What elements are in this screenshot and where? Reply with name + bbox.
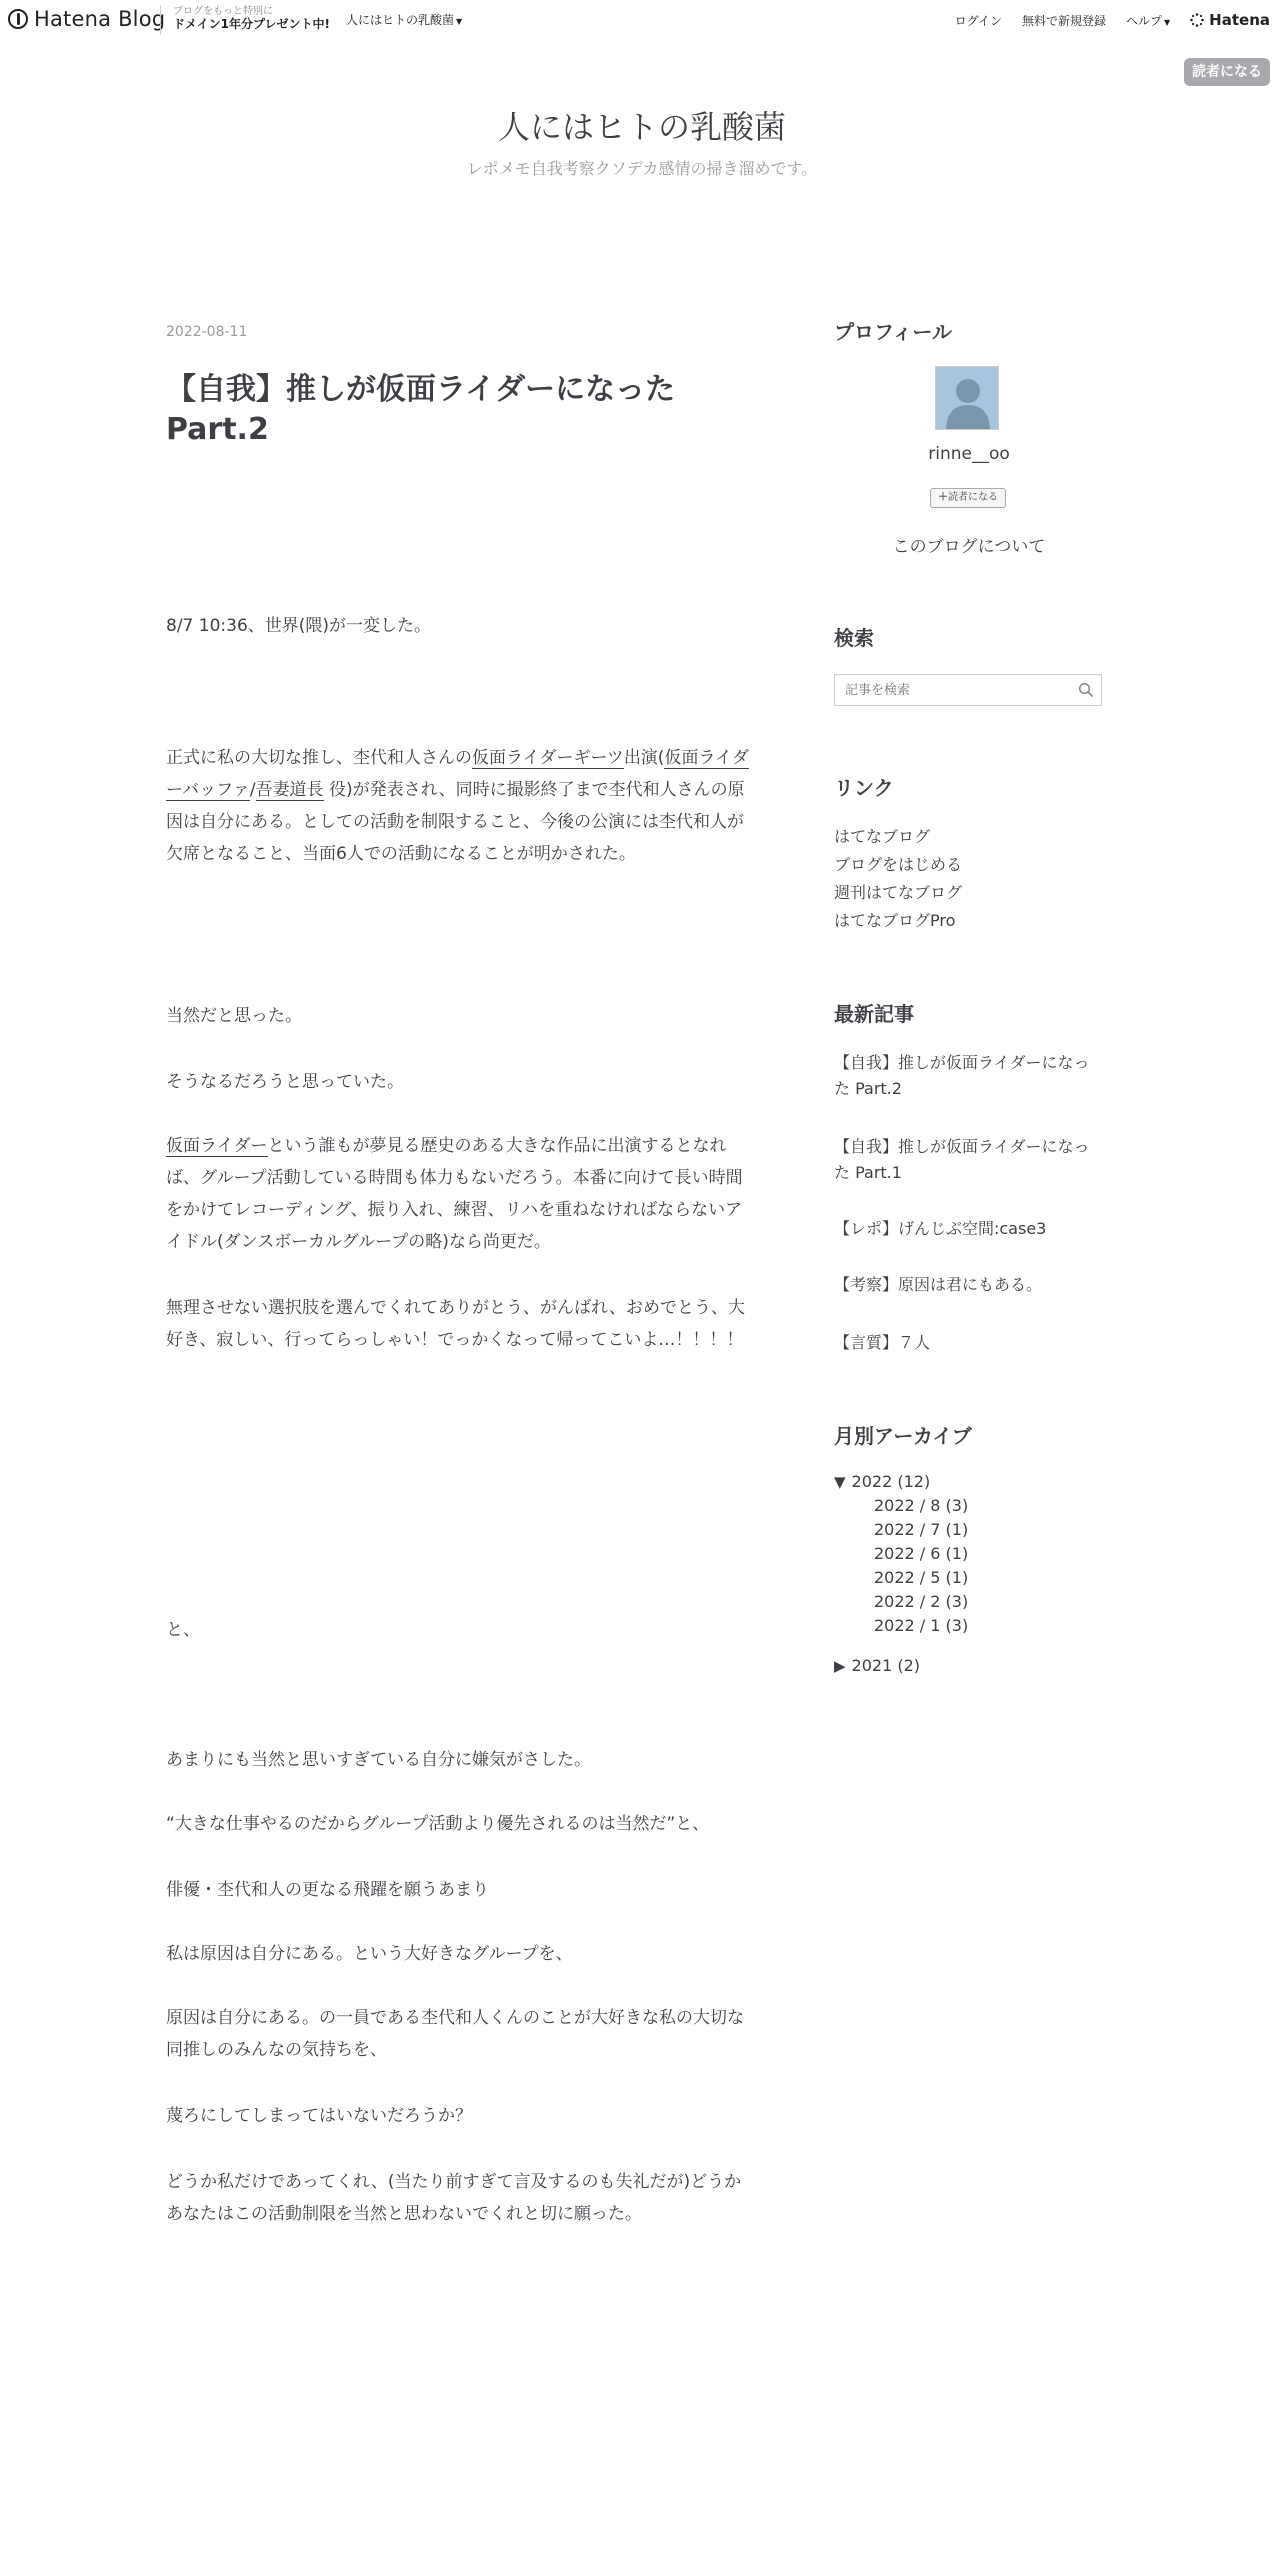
profile-heading: プロフィール	[834, 320, 952, 344]
caret-down-icon: ▼	[1164, 17, 1171, 27]
sidebar-link[interactable]: はてなブログ	[834, 827, 931, 846]
text-span: 役)が発表され、同時に撮影終了まで杢代和人さんの原因は自分にある。としての活動を制限すること、今後の公演には杢代和人が欠席となること、当面6人での活動になることが明かされた。	[166, 780, 745, 864]
profile-avatar[interactable]	[935, 366, 999, 430]
search-form	[834, 674, 1102, 706]
blog-name-menu[interactable]	[346, 11, 462, 28]
archive-month-link[interactable]: 2022 / 7 (1)	[874, 1520, 969, 1539]
hatena-brand-label: Hatena	[1209, 11, 1270, 29]
recent-entries-heading: 最新記事	[834, 1002, 914, 1026]
entry-paragraph: どうか私だけであってくれ、(当たり前すぎて言及するのも失礼だが)どうかあなたはこの活動制限を当然と思わないでくれと切に願った。	[166, 2172, 742, 2224]
caret-down-icon: ▼	[456, 17, 463, 26]
global-header-right	[955, 11, 1270, 29]
archive-year-label: 2022 (12)	[851, 1472, 931, 1491]
text-span: 出演(	[623, 748, 665, 768]
signup-link[interactable]: 無料で新規登録	[1021, 13, 1106, 28]
hatena-dots-icon	[1190, 13, 1204, 27]
entry-paragraph: あまりにも当然と思いすぎている自分に嫌気がさした。	[166, 1750, 591, 1770]
keyword-link[interactable]: 仮面ライダー	[166, 1136, 268, 1156]
help-menu[interactable]	[1126, 12, 1170, 29]
login-link[interactable]: ログイン	[954, 13, 1002, 28]
text-span: という誰もが夢見る歴史のある大きな作品に出演するとなれば、グループ活動している時間も体力もないだろう。本番に向けて長い時間をかけてレコーディング、振り入れ、練習、リハを重ねなければならないアイドル(ダンスボーカルグループの略)なら尚更だ。	[166, 1136, 743, 1252]
blog-name-menu-label: 人にはヒトの乳酸菌	[346, 13, 455, 27]
promo-small-text: ブログをもっと特別に	[173, 6, 273, 17]
entry-paragraph	[166, 742, 756, 870]
search-input[interactable]	[843, 682, 1067, 699]
keyword-link[interactable]: 仮面ライダーバッファ	[166, 748, 749, 800]
entry-paragraph: 蔑ろにしてしまってはいないだろうか？	[166, 2106, 472, 2126]
triangle-down-icon: ▼	[834, 1472, 846, 1491]
help-menu-label: ヘルプ	[1126, 13, 1163, 28]
entry-paragraph: 原因は自分にある。の一員である杢代和人くんのことが大好きな私の大切な同推しのみんなの気持ちを、	[166, 2008, 744, 2060]
plus-icon: ＋	[938, 492, 948, 503]
entry-paragraph: そうなるだろうと思っていた。	[166, 1072, 404, 1092]
entry-paragraph: と、	[166, 1620, 200, 1640]
archive-year-label: 2021 (2)	[851, 1656, 921, 1675]
blog-title[interactable]: 人にはヒトの乳酸菌	[497, 108, 786, 146]
text-span: /	[249, 780, 256, 800]
sidebar-link[interactable]: 週刊はてなブログ	[834, 883, 963, 902]
hatena-blog-logo[interactable]	[8, 6, 165, 32]
promo-big-text: ドメイン1年分プレゼント中!	[173, 17, 330, 31]
archive-month-link[interactable]: 2022 / 8 (3)	[874, 1496, 969, 1515]
profile-subscribe-label: 読者になる	[948, 492, 998, 503]
entry-paragraph: 私は原因は自分にある。という大好きなグループを、	[166, 1944, 573, 1964]
archive-month-link[interactable]: 2022 / 1 (3)	[874, 1616, 969, 1635]
subscribe-button[interactable]: 読者になる	[1184, 58, 1270, 86]
entry-paragraph: “大きな仕事やるのだからグループ活動より優先されるのは当然だ”と、	[166, 1814, 710, 1834]
recent-entry-link[interactable]: 【自我】推しが仮面ライダーになった Part.1	[834, 1137, 1090, 1182]
archive-year-2022[interactable]	[834, 1472, 930, 1491]
entry-paragraph: 俳優・杢代和人の更なる飛躍を願うあまり	[166, 1880, 489, 1900]
search-icon[interactable]	[1078, 682, 1094, 698]
hatena-blog-logo-text: Hatena Blog	[34, 7, 166, 31]
links-heading: リンク	[834, 776, 894, 800]
recent-entry-link[interactable]: 【レポ】げんじぶ空間:case3	[834, 1219, 1047, 1238]
about-blog-link[interactable]: このブログについて	[892, 537, 1046, 557]
archive-year-2021[interactable]	[834, 1656, 920, 1675]
hatena-global-header	[0, 0, 1284, 40]
entry-paragraph: 無理させない選択肢を選んでくれてありがとう、がんばれ、おめでとう、大好き、寂しい、行ってらっしゃい！でっかくなって帰ってこいよ…！！！！	[166, 1298, 746, 1350]
entry-date[interactable]: 2022-08-11	[166, 324, 248, 340]
recent-entry-link[interactable]: 【言質】７人	[834, 1333, 931, 1352]
hatena-blog-logo-icon	[8, 9, 28, 29]
triangle-right-icon: ▶	[834, 1656, 846, 1675]
sidebar-link[interactable]: はてなブログPro	[834, 911, 956, 930]
domain-promo-link[interactable]	[160, 5, 330, 35]
sidebar-link[interactable]: ブログをはじめる	[834, 855, 963, 874]
entry-paragraph	[166, 1130, 756, 1258]
hatena-brand-link[interactable]	[1190, 11, 1270, 29]
recent-entry-link[interactable]: 【考察】原因は君にもある。	[834, 1275, 1043, 1294]
text-span: 正式に私の大切な推し、杢代和人さんの	[166, 748, 472, 768]
blog-description: レポメモ自我考察クソデカ感情の掃き溜めです。	[466, 159, 818, 178]
archive-month-link[interactable]: 2022 / 6 (1)	[874, 1544, 969, 1563]
user-silhouette-icon	[936, 367, 999, 430]
profile-name[interactable]: rinne__oo	[928, 444, 1010, 464]
archive-heading: 月別アーカイブ	[834, 1424, 972, 1448]
profile-subscribe-button[interactable]	[930, 488, 1006, 508]
archive-month-link[interactable]: 2022 / 2 (3)	[874, 1592, 969, 1611]
keyword-link[interactable]: 吾妻道長	[255, 780, 324, 800]
recent-entry-link[interactable]: 【自我】推しが仮面ライダーになった Part.2	[834, 1053, 1090, 1098]
entry-paragraph: 8/7 10:36、世界(隈)が一変した。	[166, 616, 432, 636]
archive-month-link[interactable]: 2022 / 5 (1)	[874, 1568, 969, 1587]
entry-paragraph: 当然だと思った。	[166, 1006, 302, 1026]
entry-title[interactable]: 【自我】推しが仮面ライダーになったPart.2	[166, 372, 676, 447]
keyword-link[interactable]: 仮面ライダーギーツ	[472, 748, 624, 768]
search-heading: 検索	[834, 626, 874, 650]
